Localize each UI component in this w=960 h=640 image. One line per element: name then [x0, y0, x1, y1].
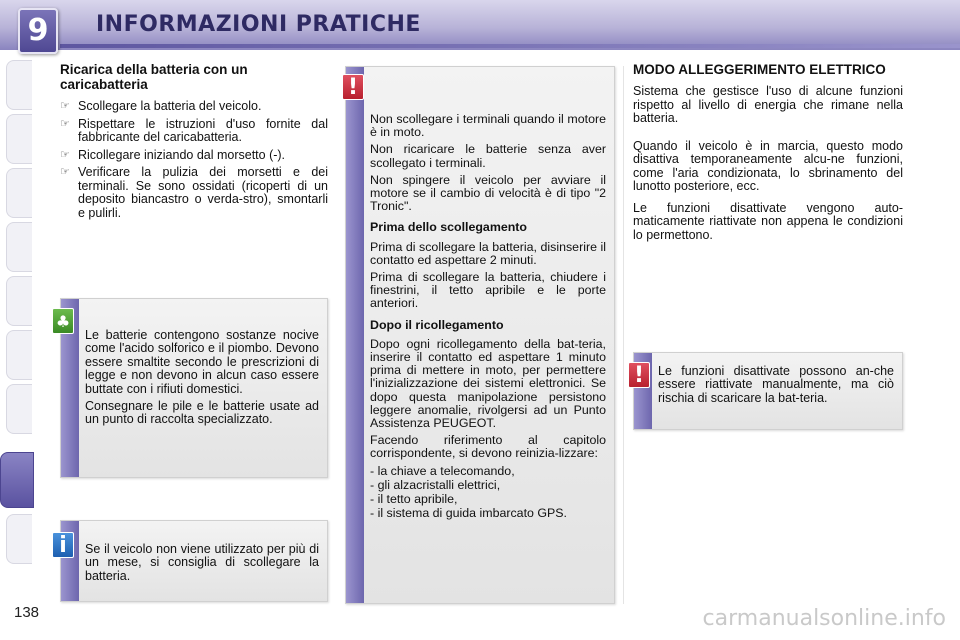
list-item: ☞ Rispettare le istruzioni d'uso fornite dal fabbricante del caricabatteria.: [60, 116, 328, 144]
list-item: - gli alzacristalli elettrici,: [370, 477, 501, 492]
pointing-hand-icon: ☞: [60, 166, 70, 178]
list-item: - il sistema di guida imbarcato GPS.: [370, 506, 567, 521]
watermark: carmanualsonline.info: [702, 606, 946, 631]
subheading: Dopo il ricollegamento: [370, 317, 504, 332]
subheading: Prima dello scollegamento: [370, 220, 527, 235]
pointing-hand-icon: ☞: [60, 148, 70, 161]
warning-icon: !: [628, 362, 650, 388]
chapter-tab-active[interactable]: [0, 452, 34, 508]
section-title: MODO ALLEGGERIMENTO ELETTRICO: [633, 62, 886, 77]
chapter-tab[interactable]: [6, 60, 32, 110]
list-item: ☞ Ricollegare iniziando dal morsetto (-).: [60, 147, 286, 162]
chapter-tabs: [0, 56, 34, 586]
chapter-tab[interactable]: [6, 168, 32, 218]
chapter-tab[interactable]: [6, 114, 32, 164]
warning-note: Le funzioni disattivate possono an-che essere riattivate manualmente, ma ciò rischia di scaricare la bat-teria.: [633, 352, 903, 430]
pointing-hand-icon: ☞: [60, 100, 70, 112]
battery-warning-box: Non scollegare i terminali quando il motore è in moto. Non ricaricare le batterie senza aver scollegato i terminali. Non spingere il veicolo per avviare il motore se il cambio di velocità è di tipo "2 Tronic". Prima dello scollegamento Prima di scollegare la batteria, disinserire il contatto ed aspettare 2 minuti. Prima di scollegare la batteria, chiudere i finestrini, il tetto apribile e le porte anteriori. Dopo il ricollegamento Dopo ogni ricollegamento della bat-teria, inserire il contatto ed aspettare 1 minuto prima di mettere in moto, per permettere l'inizializzazione dei sistemi elettronici. Se dopo questa manipolazione persistono leggere anomalie, rivolgersi ad un Punto Assistenza PEUGEOT. Facendo riferimento al capitolo corrispondente, si devono reinizia-lizzare: - la chiave a telecomando, - gli alzacristalli elettrici, - il tetto apribile, - il sistema di guida imbarcato GPS.: [345, 66, 615, 604]
warning-icon: !: [342, 74, 364, 100]
page-number: 138: [14, 604, 40, 621]
chapter-tab[interactable]: [6, 514, 32, 564]
chapter-tab[interactable]: [6, 330, 32, 380]
page-title: INFORMAZIONI PRATICHE: [96, 12, 421, 37]
chapter-tab[interactable]: [6, 384, 32, 434]
battery-charging-section: [60, 62, 328, 224]
reinit-list: [370, 465, 606, 521]
info-note: Se il veicolo non viene utilizzato per più di un mese, si consiglia di scollegare la batteria.: [60, 520, 328, 602]
chapter-number: 9: [18, 8, 58, 54]
section-title: Ricarica della batteria con un caricabatteria: [60, 62, 248, 92]
power-saving-section: MODO ALLEGGERIMENTO ELETTRICO Sistema che gestisce l'uso di alcune funzioni rispetto al livello di energia che rimane nella batteria. Quando il veicolo è in marcia, questo modo disattiva temporaneamente alcu-ne funzioni, come l'aria condizionata, lo sbrinamento del lunotto posteriore, ecc. Le funzioni disattivate vengono auto-maticamente riattivate non appena le condizioni lo permettono.: [633, 62, 903, 242]
eco-icon: ♣: [52, 308, 74, 334]
chapter-tab[interactable]: [6, 276, 32, 326]
column-divider: [623, 66, 624, 604]
environment-note: Le batterie contengono sostanze nocive come l'acido solforico e il piombo. Devono essere smaltite secondo le prescrizioni di legge e non devono in alcun caso essere buttate con i rifiuti domestici. Consegnare le pile e le batterie usate ad un punto di raccolta specializzato.: [60, 298, 328, 478]
list-item: ☞ Scollegare la batteria del veicolo.: [60, 99, 262, 113]
list-item: ☞ Verificare la pulizia dei morsetti e dei terminali. Se sono ossidati (ricoperti di un deposito biancastro o verda-stro), smontarli e pulirli.: [60, 165, 328, 220]
list-item: - la chiave a telecomando,: [370, 463, 515, 478]
info-icon: i: [52, 532, 74, 558]
pointing-hand-icon: ☞: [60, 117, 70, 130]
note-bar: [346, 67, 364, 603]
chapter-tab[interactable]: [6, 222, 32, 272]
list-item: - il tetto apribile,: [370, 492, 458, 507]
